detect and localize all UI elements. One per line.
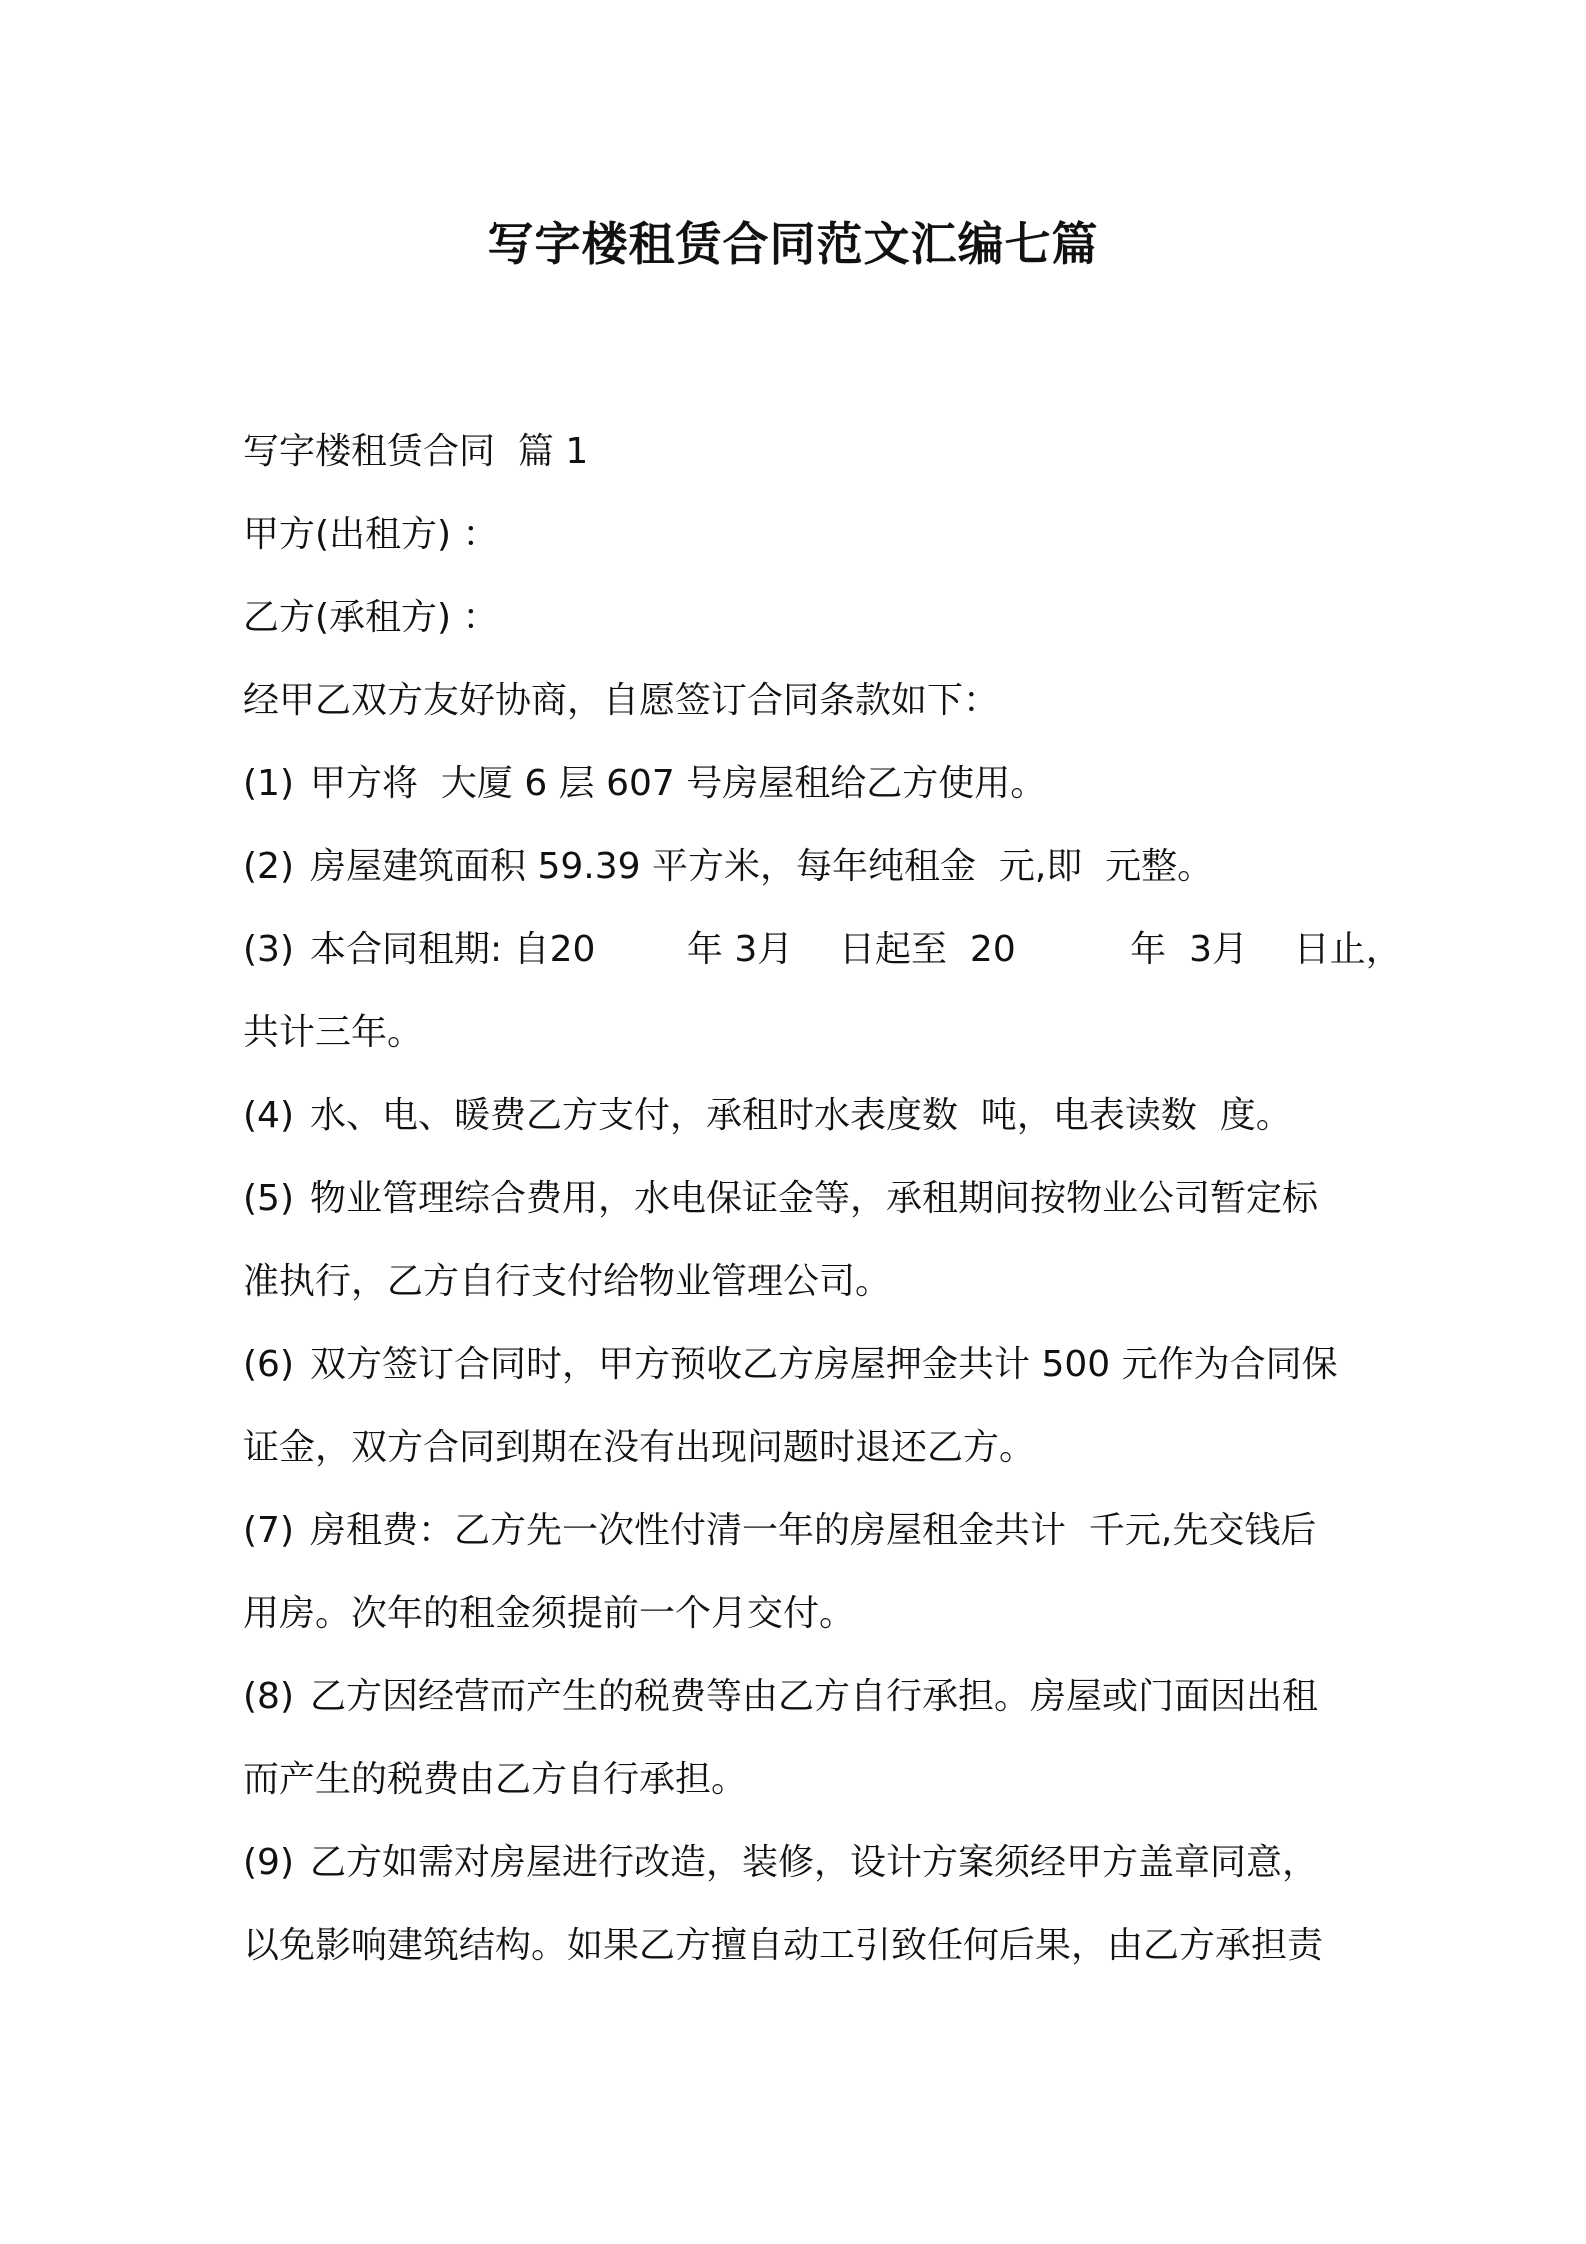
clause-3-continuation: 共计三年。 <box>243 1012 424 1053</box>
clause-text: 水、电、暖费乙方支付，承租时水表度数 吨，电表读数 度。 <box>310 1095 1292 1136</box>
clause-text: 乙方因经营而产生的税费等由乙方自行承担。房屋或门面因出租 <box>310 1676 1319 1717</box>
clause-number: (6) <box>243 1344 294 1385</box>
clause-text: 甲方将 大厦 6 层 607 号房屋租给乙方使用。 <box>310 763 1047 804</box>
clause-number: (3) <box>243 929 294 970</box>
clause-5-continuation: 准执行，乙方自行支付给物业管理公司。 <box>243 1261 892 1302</box>
clause-text: 乙方如需对房屋进行改造，装修，设计方案须经甲方盖章同意， <box>310 1842 1319 1883</box>
clause-text: 房屋建筑面积 59.39 平方米，每年纯租金 元,即 元整。 <box>310 846 1214 887</box>
clause-number: (7) <box>243 1510 294 1551</box>
clause-text: 本合同租期: 自20 年 3月 日起至 20 年 3月 日止， <box>310 929 1402 970</box>
clause-number: (4) <box>243 1095 294 1136</box>
clause-number: (8) <box>243 1676 294 1717</box>
section-heading: 写字楼租赁合同 篇 1 <box>243 431 589 472</box>
clause-6-continuation: 证金，双方合同到期在没有出现问题时退还乙方。 <box>243 1427 1036 1468</box>
clause-5 <box>243 1157 1355 1240</box>
clause-number: (2) <box>243 846 294 887</box>
clause-text: 房租费：乙方先一次性付清一年的房屋租金共计 千元,先交钱后 <box>310 1510 1317 1551</box>
party-b-line: 乙方(承租方) ： <box>243 597 499 638</box>
clause-6 <box>243 1323 1355 1406</box>
clause-8 <box>243 1655 1355 1738</box>
clause-4 <box>243 1074 1355 1157</box>
clause-number: (9) <box>243 1842 294 1883</box>
clause-2 <box>243 825 1355 908</box>
clause-text: 物业管理综合费用，水电保证金等，承租期间按物业公司暂定标 <box>310 1178 1319 1219</box>
clause-7-continuation: 用房。次年的租金须提前一个月交付。 <box>243 1593 856 1634</box>
document-body <box>243 410 1402 1987</box>
clause-7 <box>243 1489 1355 1572</box>
clause-8-continuation: 而产生的税费由乙方自行承担。 <box>243 1759 748 1800</box>
clause-number: (1) <box>243 763 294 804</box>
clause-9 <box>243 1821 1355 1904</box>
clause-9-continuation: 以免影响建筑结构。如果乙方擅自动工引致任何后果，由乙方承担责 <box>243 1925 1324 1966</box>
clause-3 <box>243 908 1402 991</box>
clause-number: (5) <box>243 1178 294 1219</box>
clause-text: 双方签订合同时，甲方预收乙方房屋押金共计 500 元作为合同保 <box>310 1344 1338 1385</box>
party-a-line: 甲方(出租方) ： <box>243 514 499 555</box>
intro-line: 经甲乙双方友好协商，自愿签订合同条款如下： <box>243 680 1000 721</box>
document-title: 写字楼租赁合同范文汇编七篇 <box>487 217 1099 271</box>
clause-1 <box>243 742 1355 825</box>
